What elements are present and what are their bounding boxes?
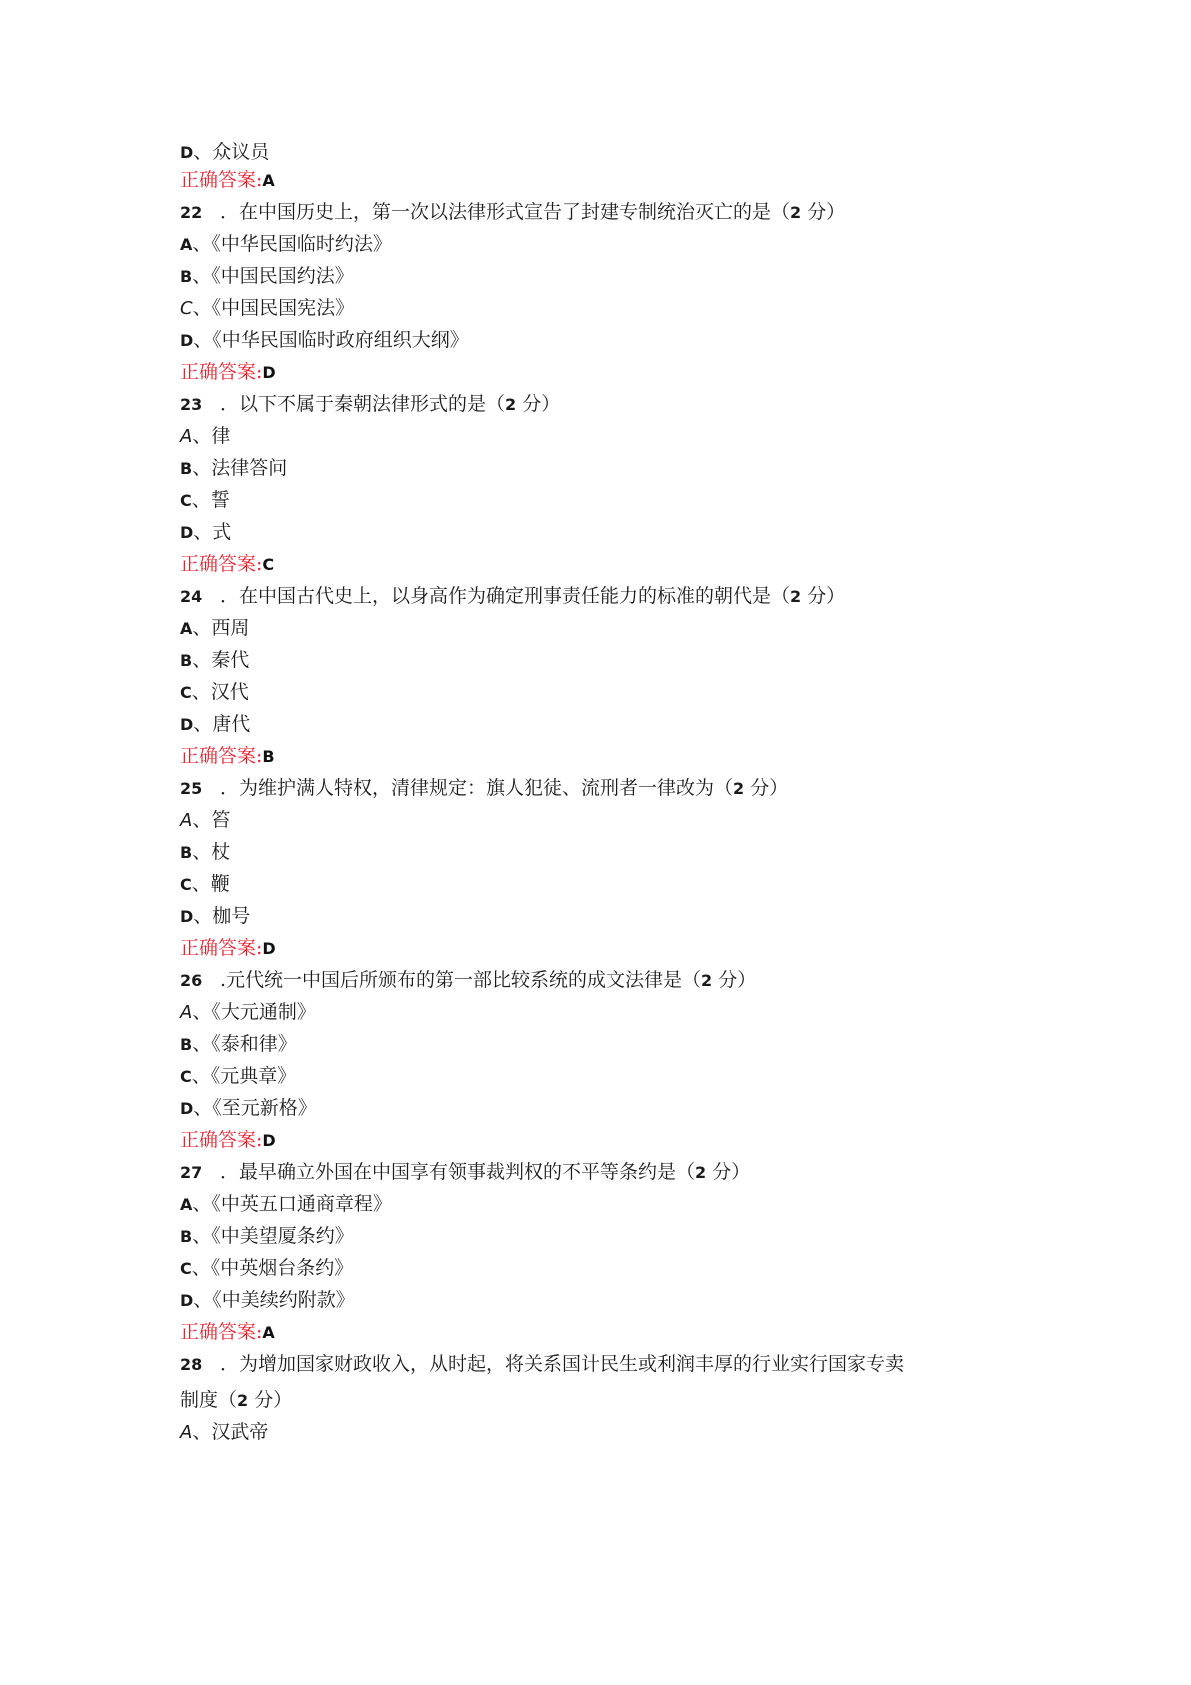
option-letter: D [180, 1291, 194, 1310]
option-letter: B [180, 267, 193, 286]
question-text: 制度（ [180, 1389, 238, 1411]
correct-answer [180, 552, 274, 577]
option-line [180, 1064, 296, 1089]
option-text: 、《中华民国临时约法》 [192, 233, 392, 255]
option-text: 、律 [192, 425, 231, 447]
option-line [180, 1032, 297, 1057]
option-letter: C [180, 298, 193, 319]
option-line [180, 840, 230, 865]
option-text: 、唐代 [193, 713, 251, 735]
option-line [180, 296, 354, 321]
question-number: 25 [180, 779, 203, 798]
question-points-unit: 分） [516, 393, 561, 415]
option-line [180, 1224, 354, 1249]
answer-label: 正确答案: [180, 745, 263, 767]
option-letter: A [180, 1422, 193, 1443]
question-number: 23 [180, 395, 203, 414]
option-letter: D [180, 143, 194, 162]
option-line [180, 1288, 355, 1313]
answer-value: C [262, 555, 275, 574]
answer-label: 正确答案: [180, 361, 263, 383]
option-line [180, 904, 250, 929]
answer-label: 正确答案: [180, 169, 263, 191]
answer-value: A [262, 1323, 275, 1342]
option-text: 、《元典章》 [191, 1065, 297, 1087]
option-letter: C [180, 875, 192, 894]
question-text: ．在中国古代史上，以身高作为确定刑事责任能力的标准的朝代是（ [220, 585, 791, 607]
option-line [180, 140, 269, 165]
option-line [180, 1000, 316, 1025]
question-text: ．最早确立外国在中国享有领事裁判权的不平等条约是（ [220, 1161, 696, 1183]
option-line [180, 232, 392, 257]
option-letter: D [180, 907, 194, 926]
option-text: 、秦代 [192, 649, 250, 671]
option-text: 、枷号 [193, 905, 251, 927]
question-text: ．以下不属于秦朝法律形式的是（ [220, 393, 506, 415]
option-text: 、众议员 [193, 141, 270, 163]
option-letter: B [180, 843, 193, 862]
answer-label: 正确答案: [180, 553, 263, 575]
correct-answer [180, 1128, 276, 1153]
option-text: 、《中华民国临时政府组织大纲》 [193, 329, 469, 351]
correct-answer [180, 936, 276, 961]
option-letter: B [180, 459, 193, 478]
option-line [180, 264, 354, 289]
option-text: 、《中英五口通商章程》 [192, 1193, 392, 1215]
question-points-unit: 分） [801, 201, 846, 223]
answer-value: B [262, 747, 275, 766]
question-points-unit: 分） [706, 1161, 751, 1183]
question-continuation [180, 1388, 292, 1413]
option-text: 、法律答问 [192, 457, 288, 479]
question-number: 27 [180, 1163, 203, 1182]
answer-value: D [262, 363, 276, 382]
question-text: ．在中国历史上，第一次以法律形式宣告了封建专制统治灭亡的是（ [220, 201, 791, 223]
option-text: 、《泰和律》 [192, 1033, 297, 1055]
option-line [180, 456, 287, 481]
option-line [180, 1420, 268, 1445]
question-points: 2 [237, 1391, 249, 1410]
option-letter: C [180, 1259, 192, 1278]
question-points-unit: 分） [744, 777, 789, 799]
question-stem [180, 1352, 904, 1377]
correct-answer [180, 168, 275, 193]
answer-value: D [262, 1131, 276, 1150]
option-letter: D [180, 715, 194, 734]
question-points-unit: 分） [801, 585, 846, 607]
option-line [180, 872, 230, 897]
question-number: 22 [180, 203, 203, 222]
question-number: 26 [180, 971, 203, 990]
option-line [180, 328, 469, 353]
option-letter: A [180, 1195, 193, 1214]
question-points: 2 [695, 1163, 707, 1182]
option-text: 、笞 [192, 809, 231, 831]
answer-label: 正确答案: [180, 1129, 263, 1151]
correct-answer [180, 1320, 275, 1345]
answer-label: 正确答案: [180, 937, 263, 959]
option-line [180, 1096, 317, 1121]
option-text: 、誓 [191, 489, 230, 511]
option-letter: B [180, 651, 193, 670]
question-stem [180, 200, 845, 225]
question-number: 24 [180, 587, 203, 606]
correct-answer [180, 360, 276, 385]
option-text: 、式 [193, 521, 232, 543]
question-stem [180, 1160, 750, 1185]
question-points-unit: 分） [712, 969, 757, 991]
option-text: 、汉代 [191, 681, 249, 703]
question-number: 28 [180, 1355, 203, 1374]
option-letter: C [180, 683, 192, 702]
option-letter: B [180, 1227, 193, 1246]
question-points: 2 [790, 203, 802, 222]
option-letter: A [180, 426, 193, 447]
option-letter: B [180, 1035, 193, 1054]
option-text: 、汉武帝 [192, 1421, 269, 1443]
option-text: 、杖 [192, 841, 231, 863]
option-letter: C [180, 1067, 192, 1086]
option-text: 、《中国民国宪法》 [192, 297, 355, 319]
option-line [180, 808, 230, 833]
question-text: ．为增加国家财政收入，从时起，将关系国计民生或利润丰厚的行业实行国家专卖 [220, 1353, 905, 1375]
question-stem [180, 776, 788, 801]
option-line [180, 712, 250, 737]
option-line [180, 520, 231, 545]
question-points: 2 [733, 779, 745, 798]
question-stem [180, 968, 756, 993]
option-line [180, 424, 230, 449]
option-text: 、《至元新格》 [193, 1097, 317, 1119]
correct-answer [180, 744, 275, 769]
option-letter: A [180, 810, 193, 831]
option-text: 、《大元通制》 [192, 1001, 316, 1023]
answer-label: 正确答案: [180, 1321, 263, 1343]
answer-value: A [262, 171, 275, 190]
option-text: 、鞭 [191, 873, 230, 895]
option-line [180, 1256, 353, 1281]
option-letter: D [180, 1099, 194, 1118]
option-letter: A [180, 235, 193, 254]
question-text: .元代统一中国后所颁布的第一部比较系统的成文法律是（ [220, 969, 702, 991]
option-text: 、西周 [192, 617, 250, 639]
question-points: 2 [701, 971, 713, 990]
option-letter: A [180, 619, 193, 638]
question-points: 2 [505, 395, 517, 414]
option-letter: C [180, 491, 192, 510]
option-text: 、《中英烟台条约》 [191, 1257, 354, 1279]
option-line [180, 1192, 392, 1217]
option-line [180, 488, 230, 513]
option-text: 、《中美望厦条约》 [192, 1225, 354, 1247]
option-letter: A [180, 1002, 193, 1023]
option-text: 、《中国民国约法》 [192, 265, 354, 287]
option-line [180, 680, 249, 705]
question-points: 2 [790, 587, 802, 606]
question-points-unit: 分） [248, 1389, 293, 1411]
option-text: 、《中美续约附款》 [193, 1289, 355, 1311]
question-stem [180, 392, 560, 417]
question-stem [180, 584, 845, 609]
option-letter: D [180, 331, 194, 350]
question-text: ．为维护满人特权，清律规定：旗人犯徒、流刑者一律改为（ [220, 777, 734, 799]
answer-value: D [262, 939, 276, 958]
option-line [180, 648, 249, 673]
option-line [180, 616, 249, 641]
option-letter: D [180, 523, 194, 542]
